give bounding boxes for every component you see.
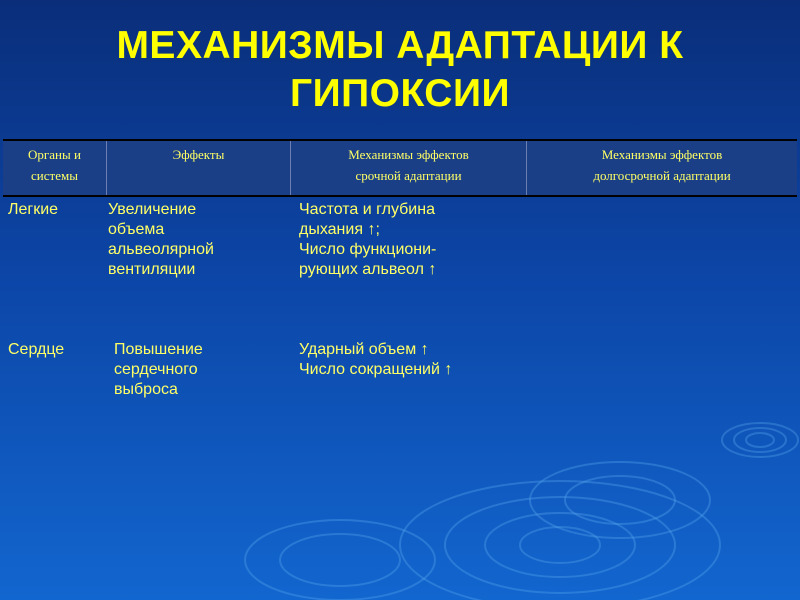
table-header [3,139,797,197]
header-urgent-mechanisms: Механизмы эффектов срочной адаптации [291,141,527,195]
header-organs: Органы и системы [3,141,107,195]
header-long-term-mechanisms: Механизмы эффектов долгосрочной адаптации [593,147,731,183]
urgent-mechanisms-cell: Частота и глубина дыхания ↑; Число функциони- рующих альвеол ↑ [299,201,437,278]
header-effects: Эффекты [107,141,291,195]
page-title [0,22,800,118]
title-line-2: ГИПОКСИИ [289,72,511,115]
title-line-1: МЕХАНИЗМЫ АДАПТАЦИИ К [116,24,684,67]
organ-cell: Сердце [8,341,65,358]
effects-cell: Повышение сердечного выброса [114,341,203,398]
effects-cell: Увеличение объема альвеолярной вентиляции [108,201,214,278]
urgent-mechanisms-cell: Ударный объем ↑ Число сокращений ↑ [299,341,453,378]
organ-cell: Легкие [8,201,59,218]
